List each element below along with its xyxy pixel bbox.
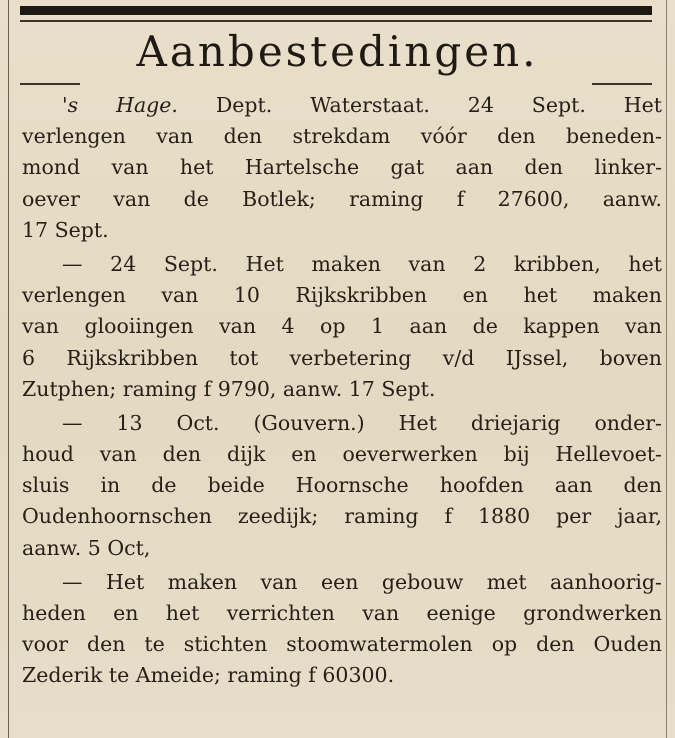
text-line: heden en het verrichten van eenige grondwerken	[22, 601, 662, 625]
text-line: 6 Rijkskribben tot verbetering v/d IJssel, boven	[22, 345, 662, 370]
text-line: — 13 Oct. (Gouvern.) Het driejarig onder-	[62, 410, 662, 435]
top-rule-thick	[20, 6, 652, 15]
paragraph-1	[22, 90, 662, 246]
text-line: 's Hage. Dept. Waterstaat. 24 Sept. Het	[62, 93, 662, 117]
text-line: verlengen van den strekdam vóór den beneden-	[22, 124, 662, 149]
text-line: voor den te stichten stoomwatermolen op den Ouden	[22, 632, 662, 657]
text-line: mond van het Hartelsche gat aan den linker-	[22, 155, 662, 180]
heading-rule-right	[592, 83, 652, 85]
text-line: verlengen van 10 Rijkskribben en het maken	[22, 283, 662, 308]
heading-rule-left	[20, 83, 80, 85]
text-line: — 24 Sept. Het maken van 2 kribben, het	[62, 251, 662, 276]
text-line: van glooiingen van 4 op 1 aan de kappen van	[22, 314, 662, 339]
section-heading: Aanbestedingen.	[136, 27, 539, 76]
article-body	[22, 90, 662, 692]
column-rule-right	[666, 0, 667, 738]
text-line: Oudenhoornschen zeedijk; raming f 1880 per jaar,	[22, 504, 662, 529]
text-line: oever van de Botlek; raming f 27600, aanw.	[22, 186, 662, 211]
paragraph-4	[22, 567, 662, 692]
text-line: 17 Sept.	[22, 217, 109, 242]
top-rule-thin	[20, 20, 652, 22]
text-line: Zederik te Ameide; raming f 60300.	[22, 663, 395, 688]
text-line: — Het maken van een gebouw met aanhoorig-	[62, 569, 662, 594]
paragraph-3	[22, 408, 662, 564]
text-line: aanw. 5 Oct,	[22, 535, 151, 560]
text-line: Zutphen; raming f 9790, aanw. 17 Sept.	[22, 376, 436, 401]
column-rule-left	[8, 0, 9, 738]
text-line: houd van den dijk en oeverwerken bij Hellevoet-	[22, 442, 662, 467]
place-name: 's Hage.	[62, 93, 178, 117]
text-line: sluis in de beide Hoornsche hoofden aan den	[22, 473, 662, 498]
paragraph-2	[22, 249, 662, 405]
